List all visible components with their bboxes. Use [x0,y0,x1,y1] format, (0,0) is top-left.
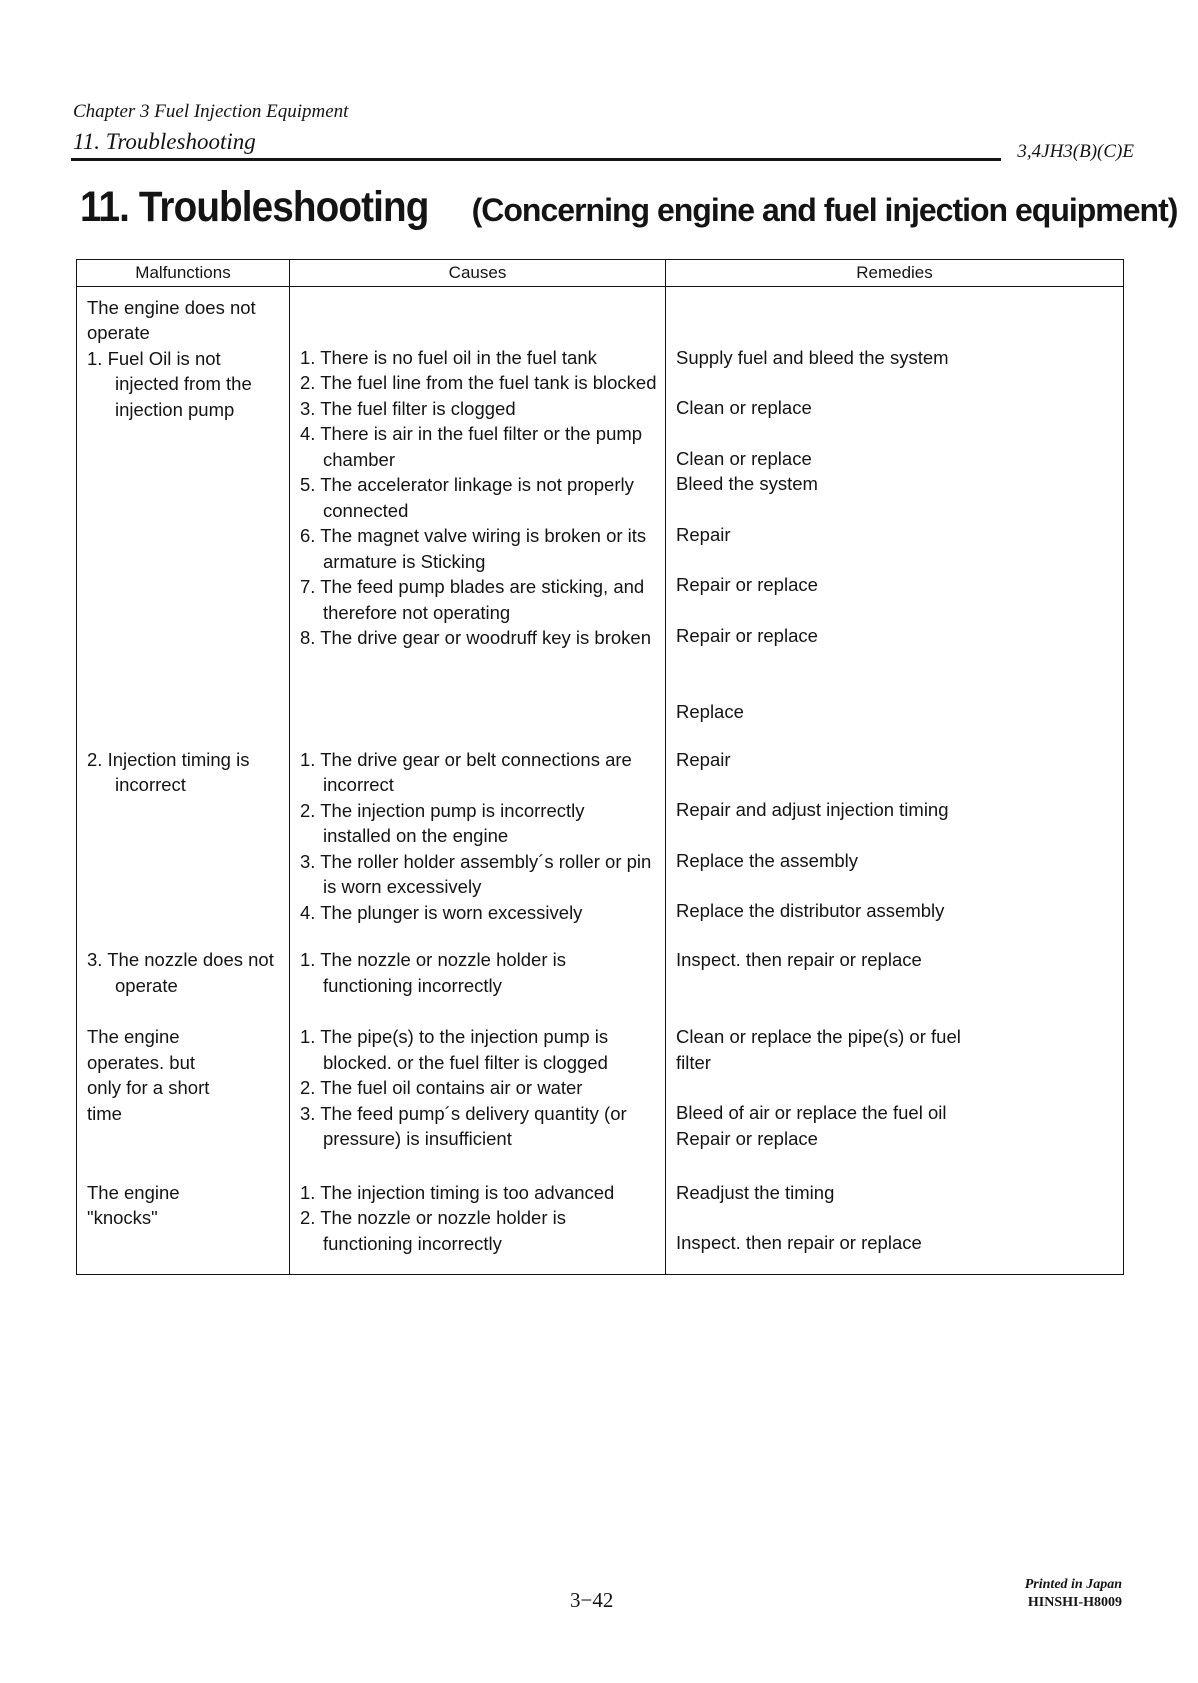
malfunction-cell [77,998,290,1152]
table-row [77,925,1124,998]
cause-item: 2. The fuel oil contains air or water [300,1077,583,1098]
remedy-item: Replace the assembly [676,849,859,871]
malfunction-item: The engine "knocks" [87,1181,180,1228]
causes-cell [290,286,666,725]
remedy-item: Repair [676,523,731,545]
model-code: 3,4JH3(B)(C)E [1017,141,1134,162]
page-title [80,183,1177,232]
remedy-item: Replace the distributor assembly [676,900,945,921]
troubleshooting-table [76,259,1124,1275]
causes-cell [290,925,666,998]
remedy-item: Inspect. then repair or replace [676,949,922,970]
cause-item: 3. The fuel filter is clogged [300,397,516,419]
document-code: HINSHI-H8009 [1027,1595,1122,1610]
page-number: 3−42 [570,1588,614,1612]
cause-item: 1. The drive gear or belt connections are incorrect [300,748,632,795]
remedy-item: Clean or replace [676,397,812,418]
malfunction-item: The engine operates. but only for a short time [87,1026,210,1124]
remedy-item: Inspect. then repair or replace [676,1232,922,1253]
cause-item: 1. There is no fuel oil in the fuel tank [300,346,597,368]
remedy-item: Replace [676,701,744,722]
section-heading: 11. Troubleshooting [73,129,256,154]
malfunction-cell [77,286,290,725]
cause-item: 4. There is air in the fuel filter or the pump chamber [300,423,643,470]
causes-cell [290,725,666,926]
title-subtitle: (Concerning engine and fuel injection equipment) [471,192,1178,228]
printed-note: Printed in Japan [1024,1577,1122,1592]
table-row [77,725,1124,926]
cause-item: 7. The feed pump blades are sticking, and therefore not operating [300,576,645,623]
remedy-item: Repair or replace [676,574,818,595]
malfunction-cell [77,1152,290,1275]
remedy-item: Repair or replace [676,1127,818,1149]
table-row [77,286,1124,725]
remedy-item: Repair [676,748,731,770]
remedy-item: Readjust the timing [676,1181,835,1203]
col-header-remedies: Remedies [666,260,1124,287]
cause-item: 1. The pipe(s) to the injection pump is blocked. or the fuel filter is clogged [300,1026,609,1073]
remedies-cell [666,1152,1124,1275]
causes-cell [290,1152,666,1275]
cause-item: 2. The injection pump is incorrectly installed on the engine [300,799,585,846]
cause-item: 4. The plunger is worn excessively [300,901,583,923]
table-row [77,998,1124,1152]
remedy-item: Bleed of air or replace the fuel oil [676,1102,947,1123]
remedy-item: Repair and adjust injection timing [676,799,949,820]
cause-item: 3. The feed pump´s delivery quantity (or pressure) is insufficient [300,1102,627,1149]
malfunction-cell [77,925,290,998]
cause-item: 2. The nozzle or nozzle holder is functioning incorrectly [300,1207,567,1254]
remedy-item: Bleed the system [676,473,818,494]
cause-item: 1. The nozzle or nozzle holder is functioning incorrectly [300,949,567,996]
remedies-cell [666,998,1124,1152]
cause-item: 6. The magnet valve wiring is broken or its armature is Sticking [300,525,647,572]
remedies-cell [666,925,1124,998]
malfunction-cell [77,725,290,926]
col-header-causes: Causes [290,260,666,287]
malfunction-heading: The engine does not operate [87,296,256,343]
causes-cell [290,998,666,1152]
cause-item: 5. The accelerator linkage is not properly connected [300,474,634,521]
remedy-item: Supply fuel and bleed the system [676,346,949,368]
header-rule [71,158,1001,161]
remedy-item: Clean or replace [676,447,812,469]
remedies-cell [666,286,1124,725]
cause-item: 8. The drive gear or woodruff key is broken [300,627,652,648]
remedy-item: Repair or replace [676,624,818,646]
cause-item: 2. The fuel line from the fuel tank is blocked [300,372,657,393]
table-header-row [77,260,1124,287]
remedies-cell [666,725,1124,926]
table-row [77,1152,1124,1275]
title-main: 11. Troubleshooting [80,183,429,231]
malfunction-item: 2. Injection timing is incorrect [87,748,250,795]
cause-item: 3. The roller holder assembly´s roller or pin is worn excessively [300,850,652,897]
malfunction-item: 1. Fuel Oil is not injected from the injection pump [87,347,252,420]
chapter-heading: Chapter 3 Fuel Injection Equipment [73,101,349,122]
col-header-malfunctions: Malfunctions [77,260,290,287]
cause-item: 1. The injection timing is too advanced [300,1181,615,1203]
malfunction-item: 3. The nozzle does not operate [87,949,274,996]
remedy-item: Clean or replace the pipe(s) or fuel filter [676,1026,961,1073]
